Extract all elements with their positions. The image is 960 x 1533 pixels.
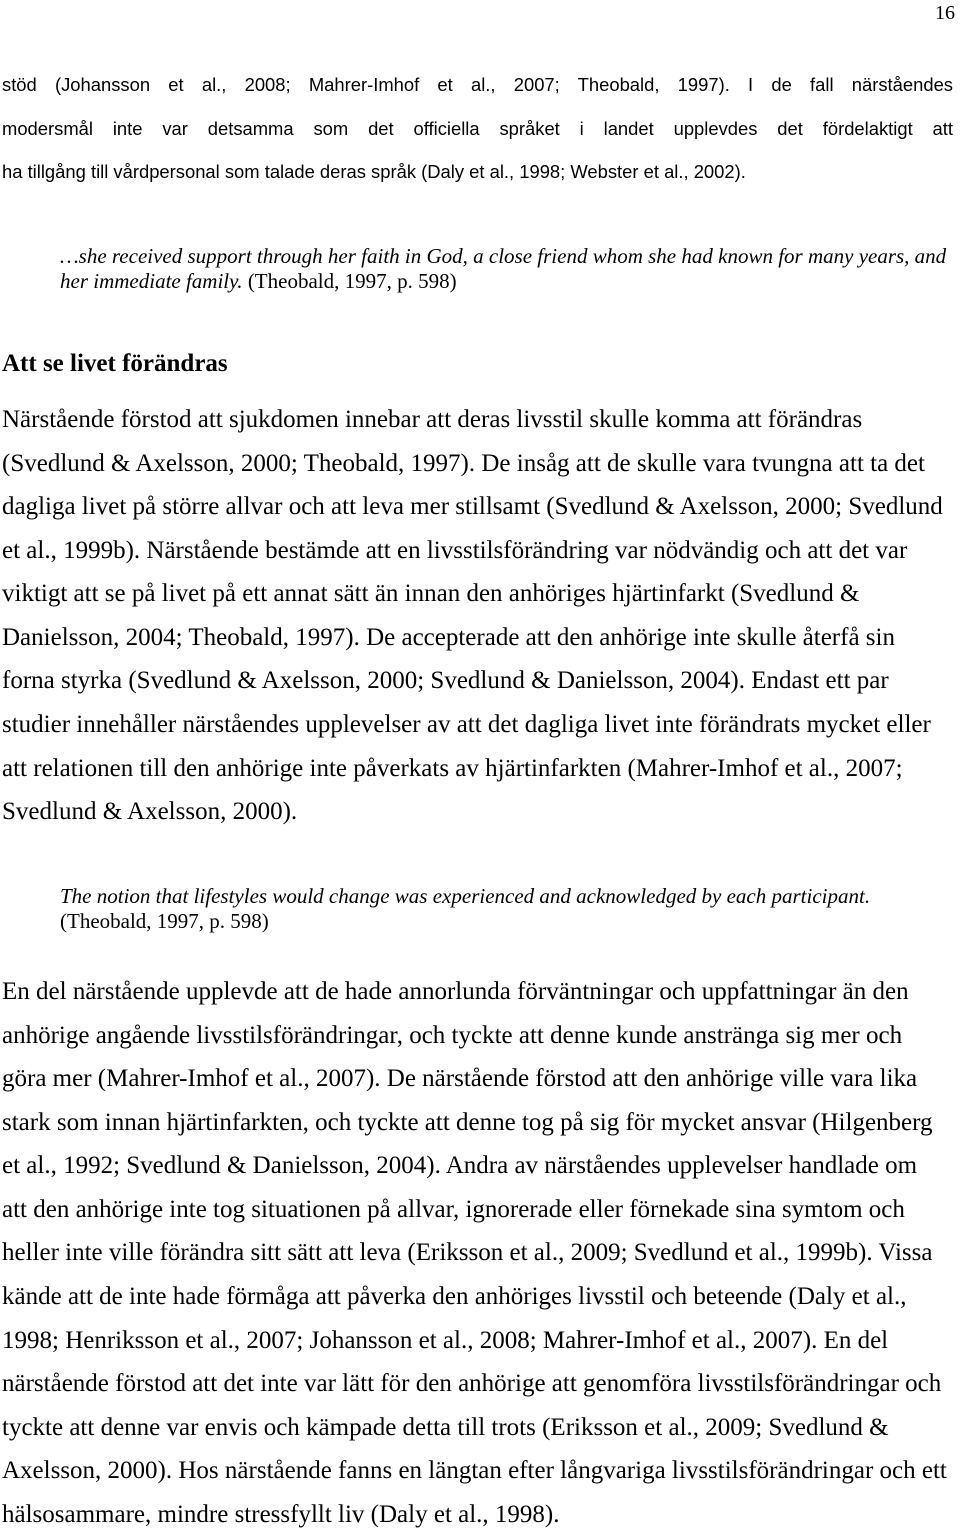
quote-line: The notion that lifestyles would change was experienced and acknowledged by each participant. (60, 884, 871, 908)
paragraph-line: heller inte ville förändra sitt sätt att leva (Eriksson et al., 2009; Svedlund et al., 1999b). Vissa (2, 1239, 933, 1267)
paragraph-line: 1998; Henriksson et al., 2007; Johansson et al., 2008; Mahrer-Imhof et al., 2007). En del (2, 1326, 889, 1354)
paragraph-line: göra mer (Mahrer-Imhof et al., 2007). De närstående förstod att den anhörige ville vara lika (2, 1065, 918, 1093)
section-heading: Att se livet förändras (2, 350, 228, 377)
quote-line (60, 269, 946, 294)
paragraph-line: tyckte att denne var envis och kämpade detta till trots (Eriksson et al., 2009; Svedlund & (2, 1413, 889, 1441)
paragraph-3 (2, 977, 947, 1530)
quote-citation: (Theobald, 1997, p. 598) (247, 269, 457, 293)
paragraph-line: ha tillgång till vårdpersonal som talade deras språk (Daly et al., 1998; Webster et al., 2002). (2, 161, 746, 182)
paragraph-line: et al., 1999b). Närstående bestämde att en livsstilsförändring var nödvändig och att det var (2, 536, 908, 564)
page-number: 16 (935, 2, 955, 24)
block-quote-2 (60, 884, 870, 934)
quote-citation: (Theobald, 1997, p. 598) (60, 909, 269, 933)
paragraph-line: anhörige angående livsstilsförändringar, och tyckte att denne kunde anstränga sig mer och (2, 1021, 903, 1049)
paragraph-line: närstående förstod att det inte var lätt för den anhörige att genomföra livsstilsförändringar och (2, 1370, 942, 1398)
paragraph-line: et al., 1992; Svedlund & Danielsson, 2004). Andra av närståendes upplevelser handlade om (2, 1152, 918, 1180)
paragraph-line: Närstående förstod att sjukdomen innebar att deras livsstil skulle komma att förändras (2, 406, 863, 434)
paragraph-line: studier innehåller närståendes upplevelser av att det dagliga livet inte förändrats mycket eller (2, 711, 931, 739)
paragraph-line: En del närstående upplevde att de hade annorlunda förväntningar och uppfattningar än den (2, 978, 909, 1006)
paragraph-line: dagliga livet på större allvar och att leva mer stillsamt (Svedlund & Axelsson, 2000; Svedlund (2, 493, 943, 521)
paragraph-line: (Svedlund & Axelsson, 2000; Theobald, 1997). De insåg att de skulle vara tvungna att ta det (2, 449, 925, 477)
paragraph-line: viktigt att se på livet på ett annat sätt än innan den anhöriges hjärtinfarkt (Svedlund & (2, 580, 860, 608)
paragraph-1 (2, 70, 953, 187)
paragraph-line: stöd (Johansson et al., 2008; Mahrer-Imhof et al., 2007; Theobald, 1997). I de fall närståendes (2, 74, 953, 95)
paragraph-line: att den anhörige inte tog situationen på allvar, ignorerade eller förnekade sina symtom och (2, 1195, 905, 1223)
paragraph-2 (2, 405, 943, 827)
quote-text: her immediate family. (60, 269, 243, 293)
paragraph-line: modersmål inte var detsamma som det officiella språket i landet upplevdes det fördelaktigt att (2, 117, 953, 139)
block-quote-1 (60, 244, 946, 294)
paragraph-line: kände att de inte hade förmåga att påverka den anhöriges livsstil och beteende (Daly et al., (2, 1283, 907, 1311)
paragraph-line: forna styrka (Svedlund & Axelsson, 2000; Svedlund & Danielsson, 2004). Endast ett par (2, 667, 889, 695)
paragraph-line: Svedlund & Axelsson, 2000). (2, 798, 298, 826)
paragraph-line: att relationen till den anhörige inte påverkats av hjärtinfarkten (Mahrer-Imhof et al., 2007; (2, 754, 903, 782)
paragraph-line: hälsosammare, mindre stressfyllt liv (Daly et al., 1998). (2, 1500, 560, 1528)
quote-line: …she received support through her faith in God, a close friend whom she had known for many years, and (60, 244, 947, 268)
paragraph-line: stark som innan hjärtinfarkten, och tyckte att denne tog på sig för mycket ansvar (Hilgenberg (2, 1108, 933, 1136)
paragraph-line: Danielsson, 2004; Theobald, 1997). De accepterade att den anhörige inte skulle återfå sin (2, 623, 895, 651)
paragraph-line: Axelsson, 2000). Hos närstående fanns en längtan efter långvariga livsstilsförändringar och ett (2, 1457, 947, 1485)
